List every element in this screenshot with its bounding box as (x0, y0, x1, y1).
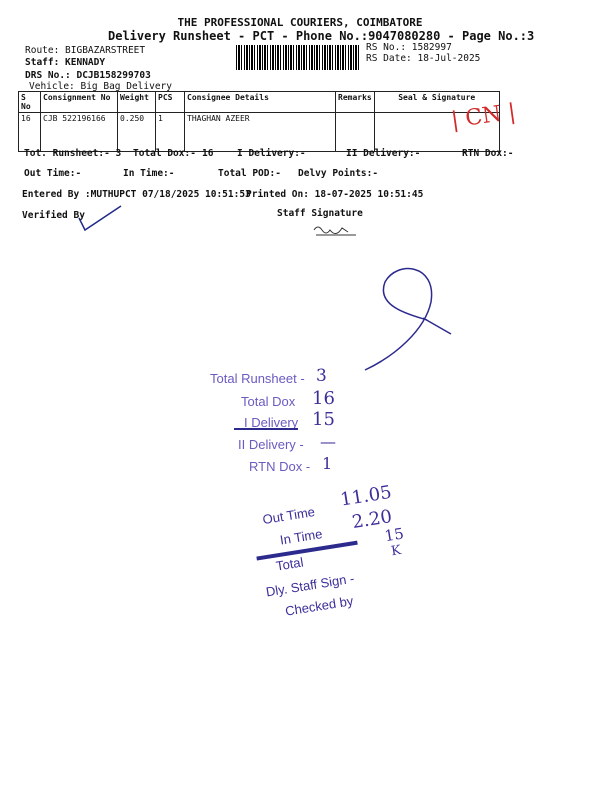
staff-signature-label: Staff Signature (277, 208, 363, 219)
stamp-i-delivery-value: 15 (312, 409, 335, 430)
staff-signature-scribble (310, 220, 360, 240)
col-header-pcs: PCS (156, 92, 185, 113)
stamp-rtn-dox: RTN Dox - (249, 459, 311, 474)
stamp-ii-delivery-value: — (320, 432, 336, 451)
stamp-block-2 (236, 461, 455, 631)
stamp-total-runsheet: Total Runsheet - (210, 371, 305, 386)
runsheet-table (18, 91, 500, 152)
i-delivery: I Delivery:- (237, 148, 306, 159)
in-time: In Time:- (123, 168, 175, 179)
rs-date: RS Date: 18-Jul-2025 (366, 53, 481, 64)
stamp-i-delivery: I Delivery (244, 415, 299, 430)
stamp-total: Total (274, 554, 305, 574)
stamp-strike-line (232, 425, 302, 433)
cell-pcs: 1 (156, 113, 185, 152)
cell-weight: 0.250 (118, 113, 156, 152)
col-header-consignment: Consignment No (41, 92, 118, 113)
table-row (19, 113, 500, 152)
rs-number: RS No.: 1582997 (366, 42, 452, 53)
route-label: Route: BIGBAZARSTREET (25, 45, 146, 56)
stamp-sign-value: K (390, 543, 403, 560)
stamp-in-time-value: 2.20 (350, 506, 394, 534)
stamp-out-time-value: 11.05 (338, 481, 394, 511)
table-header-row (19, 92, 500, 113)
vehicle-label: Vehicle: Big Bag Delivery (29, 81, 172, 92)
ii-delivery: II Delivery:- (346, 148, 421, 159)
stamp-total-value: 15 (383, 524, 406, 546)
verified-by-label: Verified By (22, 210, 85, 221)
staff-label: Staff: KENNADY (25, 57, 106, 68)
seal-handwritten-mark: | CN | (449, 99, 518, 134)
col-header-remarks: Remarks (336, 92, 375, 113)
stamp-checked-by: Checked by (284, 593, 355, 619)
barcode-image (236, 45, 360, 70)
total-dox-value: 16 (202, 148, 214, 159)
stamp-rtn-dox-value: 1 (322, 454, 333, 473)
rtn-dox: RTN Dox:- (462, 148, 514, 159)
printed-on: Printed On: 18-07-2025 10:51:45 (246, 189, 424, 200)
cell-sno: 16 (19, 113, 41, 152)
stamp-ii-delivery: II Delivery - (238, 437, 304, 452)
cell-remarks (336, 113, 375, 152)
stamp-dly-staff-sign: Dly. Staff Sign - (264, 570, 356, 600)
out-time: Out Time:- (24, 168, 82, 179)
stamp-total-dox: Total Dox (241, 394, 296, 409)
col-header-sno: S No (19, 92, 41, 113)
large-handwritten-scribble (345, 258, 465, 378)
stamp-total-dox-value: 16 (312, 388, 335, 409)
col-header-weight: Weight (118, 92, 156, 113)
total-dox: Total Dox:- (133, 148, 196, 159)
cell-consignee: THAGHAN AZEER (185, 113, 336, 152)
stamp-in-time: In Time (278, 526, 324, 548)
col-header-seal: Seal & Signature (374, 92, 499, 113)
stamp-out-time: Out Time (261, 504, 316, 528)
stamp-total-runsheet-value: 3 (316, 366, 327, 386)
drs-number: DRS No.: DCJB158299703 (25, 70, 151, 81)
verified-checkmark-signature (75, 200, 125, 235)
cell-consignment: CJB 522196166 (41, 113, 118, 152)
company-title: THE PROFESSIONAL COURIERS, COIMBATORE (177, 16, 423, 29)
runsheet-subtitle: Delivery Runsheet - PCT - Phone No.:9047080280 - Page No.:3 (108, 29, 535, 43)
col-header-consignee: Consignee Details (185, 92, 336, 113)
delvy-points: Delvy Points:- (298, 168, 379, 179)
tot-runsheet: Tot. Runsheet:- 3 (24, 148, 122, 159)
total-pod: Total POD:- (218, 168, 281, 179)
entered-by: Entered By :MUTHUPCT 07/18/2025 10:51:53 (22, 189, 251, 200)
